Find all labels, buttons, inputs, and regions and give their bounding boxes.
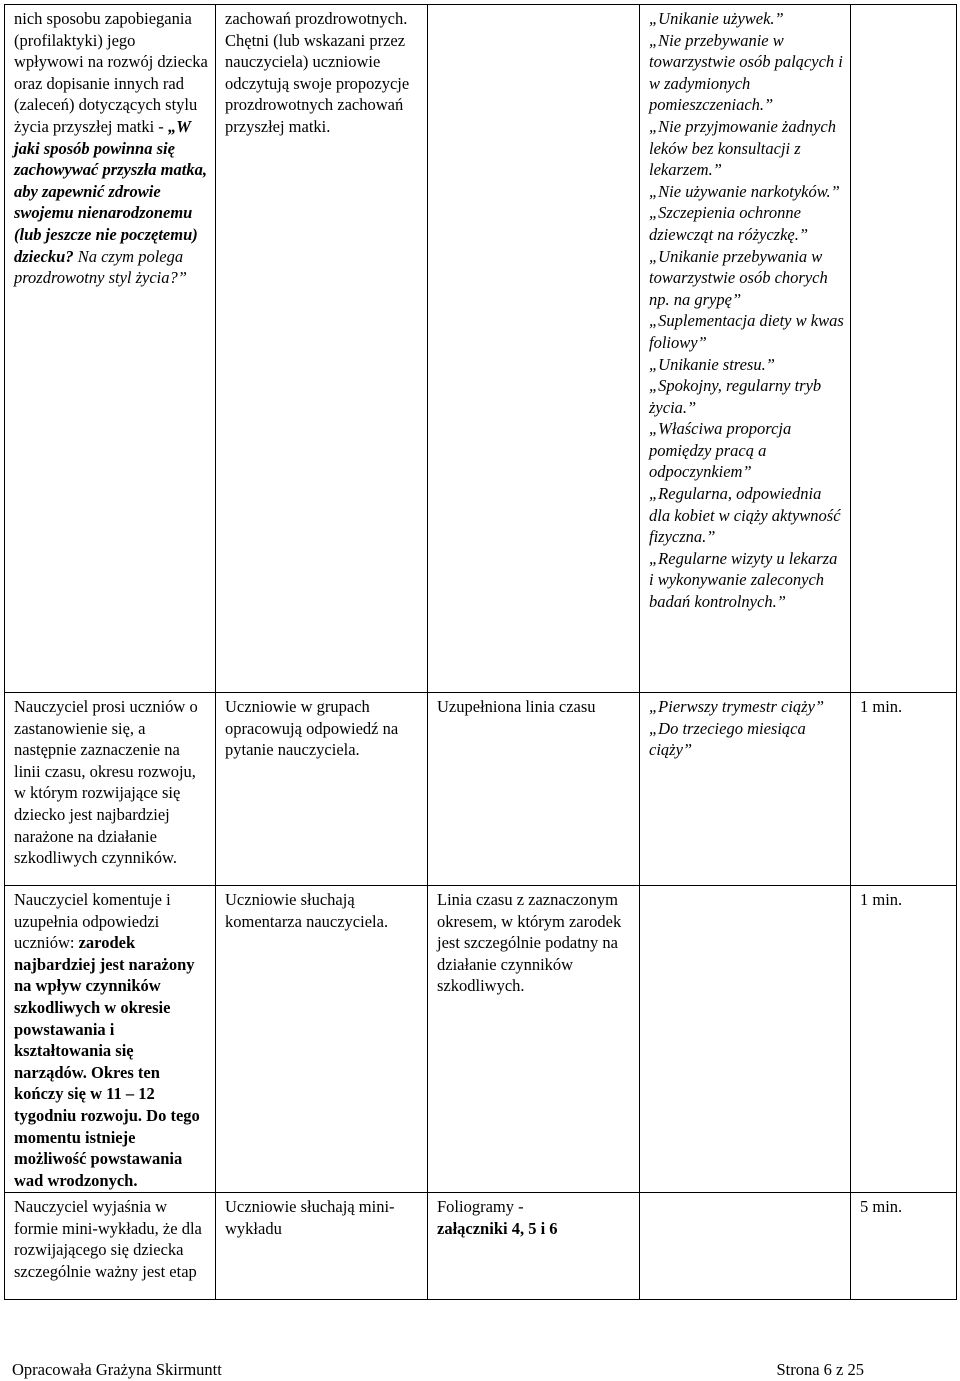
time-cell — [851, 693, 957, 886]
expected-answers-cell — [640, 5, 851, 693]
materials-attachments: załączniki 4, 5 i 6 — [437, 1218, 558, 1238]
expected-answers-cell — [640, 1193, 851, 1300]
teacher-activity-text: Nauczyciel prosi uczniów o zastanowienie się, a następnie zaznaczenie na linii czasu, okresu rozwoju, w którym rozwijające się dziecko jest najbardziej narażone na działanie szkodliwych czynników. — [14, 697, 198, 868]
student-activity-text: Uczniowie słuchają mini-wykładu — [225, 1197, 395, 1238]
lesson-plan-table — [4, 4, 957, 1300]
expected-answer: „Unikanie używek.” — [649, 9, 784, 28]
expected-answer: „Unikanie stresu.” — [649, 354, 775, 374]
teacher-activity-text: nich sposobu zapobiegania (profilaktyki) jego wpływowi na rozwój dziecka oraz dopisanie innych rad (zaleceń) dotyczących stylu życia przyszłej matki - — [14, 9, 208, 136]
student-activity-text: Uczniowie w grupach opracowują odpowiedź na pytanie nauczyciela. — [225, 697, 399, 760]
materials-cell — [428, 886, 640, 1193]
student-activity-cell — [216, 1193, 428, 1300]
expected-answer: „Unikanie przebywania w towarzystwie osób chorych np. na grypę” — [649, 246, 828, 309]
expected-answer: „Nie przebywanie w towarzystwie osób palących i w zadymionych pomieszczeniach.” — [649, 30, 843, 115]
table-row — [5, 5, 957, 693]
time-cell — [851, 886, 957, 1193]
footer-page-number: Strona 6 z 25 — [776, 1360, 864, 1379]
expected-answer: „Nie przyjmowanie żadnych leków bez konsultacji z lekarzem.” — [649, 116, 836, 180]
time-text: 5 min. — [860, 1197, 903, 1216]
teacher-question-italic: Na czym polega prozdrowotny styl życia?” — [14, 246, 187, 288]
student-activity-cell — [216, 886, 428, 1193]
teacher-question-bold: „W jaki sposób powinna się zachowywać przyszła matka, aby zapewnić zdrowie swojemu nienarodzonemu (lub jeszcze nie poczętemu) dziecku? — [14, 116, 207, 266]
teacher-activity-cell — [5, 886, 216, 1193]
student-activity-cell — [216, 693, 428, 886]
teacher-activity-cell — [5, 693, 216, 886]
teacher-activity-cell — [5, 5, 216, 693]
teacher-activity-text: Nauczyciel wyjaśnia w formie mini-wykładu, że dla rozwijającego się dziecka szczególnie ważny jest etap — [14, 1197, 202, 1281]
footer-author: Opracowała Grażyna Skirmuntt — [12, 1360, 222, 1379]
expected-answer: „Właściwa proporcja pomiędzy pracą a odpoczynkiem” — [649, 419, 792, 482]
table-row — [5, 693, 957, 886]
student-activity-cell — [216, 5, 428, 693]
student-activity-text: Uczniowie słuchają komentarza nauczyciela. — [225, 890, 389, 931]
time-cell — [851, 1193, 957, 1300]
table-row — [5, 1193, 957, 1300]
materials-text: Uzupełniona linia czasu — [437, 697, 596, 716]
expected-answer: „Szczepienia ochronne dziewcząt na różyczkę.” — [649, 203, 809, 244]
expected-answer: „Pierwszy trymestr ciąży” — [649, 697, 825, 716]
teacher-activity-cell — [5, 1193, 216, 1300]
materials-cell — [428, 1193, 640, 1300]
expected-answers-cell — [640, 693, 851, 886]
time-text: 1 min. — [860, 697, 903, 716]
expected-answer: „Regularna, odpowiednia dla kobiet w ciąży aktywność fizyczna.” — [649, 484, 841, 547]
expected-answer: „Suplementacja diety w kwas foliowy” — [649, 311, 844, 352]
student-activity-text: zachowań prozdrowotnych. Chętni (lub wskazani przez nauczyciela) uczniowie odczytują swoje propozycje prozdrowotnych zachowań przyszłej matki. — [225, 9, 410, 136]
time-cell — [851, 5, 957, 693]
expected-answer: „Do trzeciego miesiąca ciąży” — [649, 718, 806, 760]
materials-cell — [428, 5, 640, 693]
teacher-activity-bold: zarodek najbardziej jest narażony na wpływ czynników szkodliwych w okresie powstawania i kształtowania się narządów. Okres ten kończy się w 11 – 12 tygodniu rozwoju. Do tego momentu istnieje możliwość powstawania wad wrodzonych. — [14, 933, 200, 1190]
expected-answer: „Nie używanie narkotyków.” — [649, 181, 840, 201]
teacher-activity-text: Nauczyciel komentuje i uzupełnia odpowiedzi uczniów: — [14, 890, 171, 953]
materials-text: Linia czasu z zaznaczonym okresem, w którym zarodek jest szczególnie podatny na działanie czynników szkodliwych. — [437, 890, 622, 996]
table-row — [5, 886, 957, 1193]
materials-cell — [428, 693, 640, 886]
expected-answer: „Spokojny, regularny tryb życia.” — [649, 376, 822, 417]
materials-text: Foliogramy - — [437, 1197, 524, 1216]
expected-answer: „Regularne wizyty u lekarza i wykonywanie zaleconych badań kontrolnych.” — [649, 548, 838, 612]
expected-answers-cell — [640, 886, 851, 1193]
time-text: 1 min. — [860, 890, 903, 909]
